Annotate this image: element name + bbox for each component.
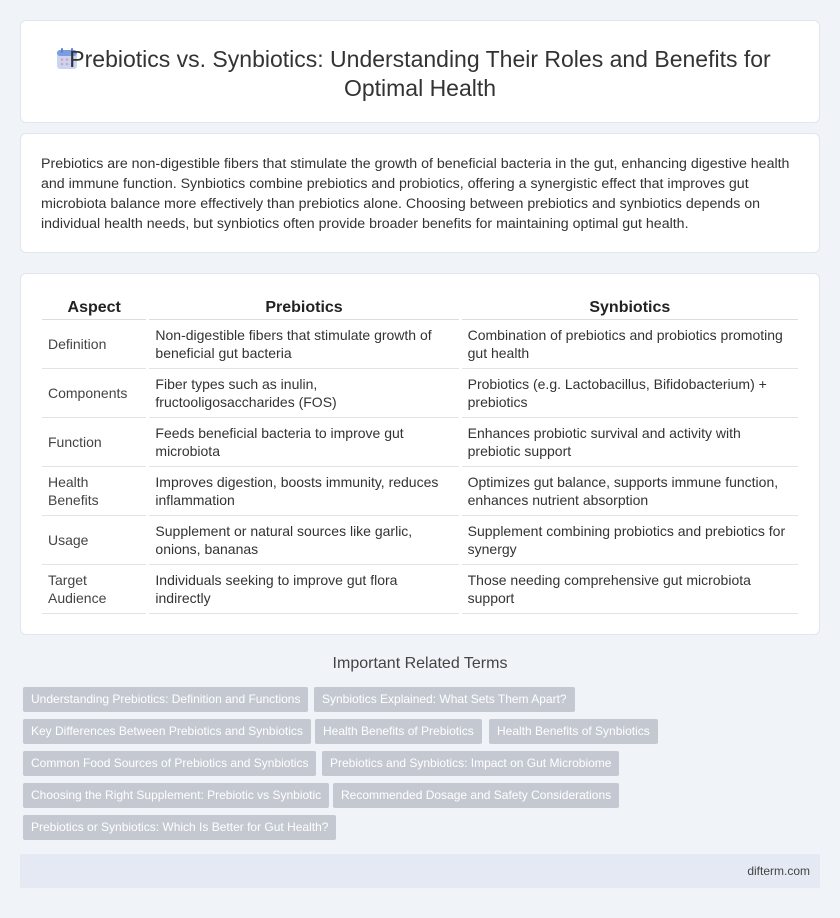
table-header-row xyxy=(42,296,798,320)
comparison-table xyxy=(42,296,798,614)
related-term-link[interactable]: Prebiotics or Synbiotics: Which Is Better for Gut Health? xyxy=(23,815,336,840)
intro-card xyxy=(20,133,820,253)
related-term-link[interactable]: Health Benefits of Synbiotics xyxy=(489,719,658,744)
cell-aspect: Function xyxy=(42,418,146,467)
page-title: Prebiotics vs. Synbiotics: Understanding Their Roles and Benefits for Optimal Health xyxy=(69,46,771,101)
cell-aspect: Target Audience xyxy=(42,565,146,614)
cell-aspect: Components xyxy=(42,369,146,418)
related-term-link[interactable]: Recommended Dosage and Safety Considerations xyxy=(333,783,619,808)
cell-prebiotics: Fiber types such as inulin, fructooligosaccharides (FOS) xyxy=(149,369,458,418)
cell-aspect: Usage xyxy=(42,516,146,565)
intro-paragraph: Prebiotics are non-digestible fibers that stimulate the growth of beneficial bacteria in the gut, enhancing digestive health and immune function. Synbiotics combine prebiotics and probiotics, offering a synergistic effect that improves gut microbiota balance more effectively than prebiotics alone. Choosing between prebiotics and synbiotics depends on individual health needs, but synbiotics often provide broader benefits for maintaining optimal gut health. xyxy=(41,156,790,232)
table-row xyxy=(42,565,798,614)
table-row xyxy=(42,369,798,418)
related-term-link[interactable]: Health Benefits of Prebiotics xyxy=(315,719,482,744)
related-term-link[interactable]: Understanding Prebiotics: Definition and Functions xyxy=(23,687,308,712)
footer-site-link[interactable]: difterm.com xyxy=(747,864,810,878)
table-row xyxy=(42,418,798,467)
related-term-link[interactable]: Common Food Sources of Prebiotics and Synbiotics xyxy=(23,751,316,776)
cell-synbiotics: Those needing comprehensive gut microbiota support xyxy=(462,565,798,614)
cell-synbiotics: Optimizes gut balance, supports immune function, enhances nutrient absorption xyxy=(462,467,798,516)
related-term-link[interactable]: Choosing the Right Supplement: Prebiotic vs Synbiotic xyxy=(23,783,329,808)
table-row xyxy=(42,467,798,516)
footer xyxy=(20,854,820,888)
related-term-link[interactable]: Prebiotics and Synbiotics: Impact on Gut Microbiome xyxy=(322,751,619,776)
header-synbiotics: Synbiotics xyxy=(462,296,798,320)
related-term-link[interactable]: Synbiotics Explained: What Sets Them Apart? xyxy=(314,687,575,712)
table-row xyxy=(42,516,798,565)
header-aspect: Aspect xyxy=(42,296,146,320)
cell-aspect: Definition xyxy=(42,320,146,369)
related-terms-title: Important Related Terms xyxy=(332,655,508,672)
cell-synbiotics: Probiotics (e.g. Lactobacillus, Bifidobacterium) + prebiotics xyxy=(462,369,798,418)
cell-synbiotics: Enhances probiotic survival and activity with prebiotic support xyxy=(462,418,798,467)
cell-prebiotics: Feeds beneficial bacteria to improve gut microbiota xyxy=(149,418,458,467)
related-term-link[interactable]: Key Differences Between Prebiotics and Synbiotics xyxy=(23,719,311,744)
table-row xyxy=(42,320,798,369)
cell-prebiotics: Non-digestible fibers that stimulate growth of beneficial gut bacteria xyxy=(149,320,458,369)
title-card xyxy=(20,20,820,123)
cell-aspect: Health Benefits xyxy=(42,467,146,516)
cell-prebiotics: Improves digestion, boosts immunity, reduces inflammation xyxy=(149,467,458,516)
header-prebiotics: Prebiotics xyxy=(149,296,458,320)
cell-prebiotics: Individuals seeking to improve gut flora indirectly xyxy=(149,565,458,614)
cell-synbiotics: Combination of prebiotics and probiotics promoting gut health xyxy=(462,320,798,369)
cell-prebiotics: Supplement or natural sources like garlic, onions, bananas xyxy=(149,516,458,565)
cell-synbiotics: Supplement combining probiotics and prebiotics for synergy xyxy=(462,516,798,565)
comparison-card xyxy=(20,273,820,635)
